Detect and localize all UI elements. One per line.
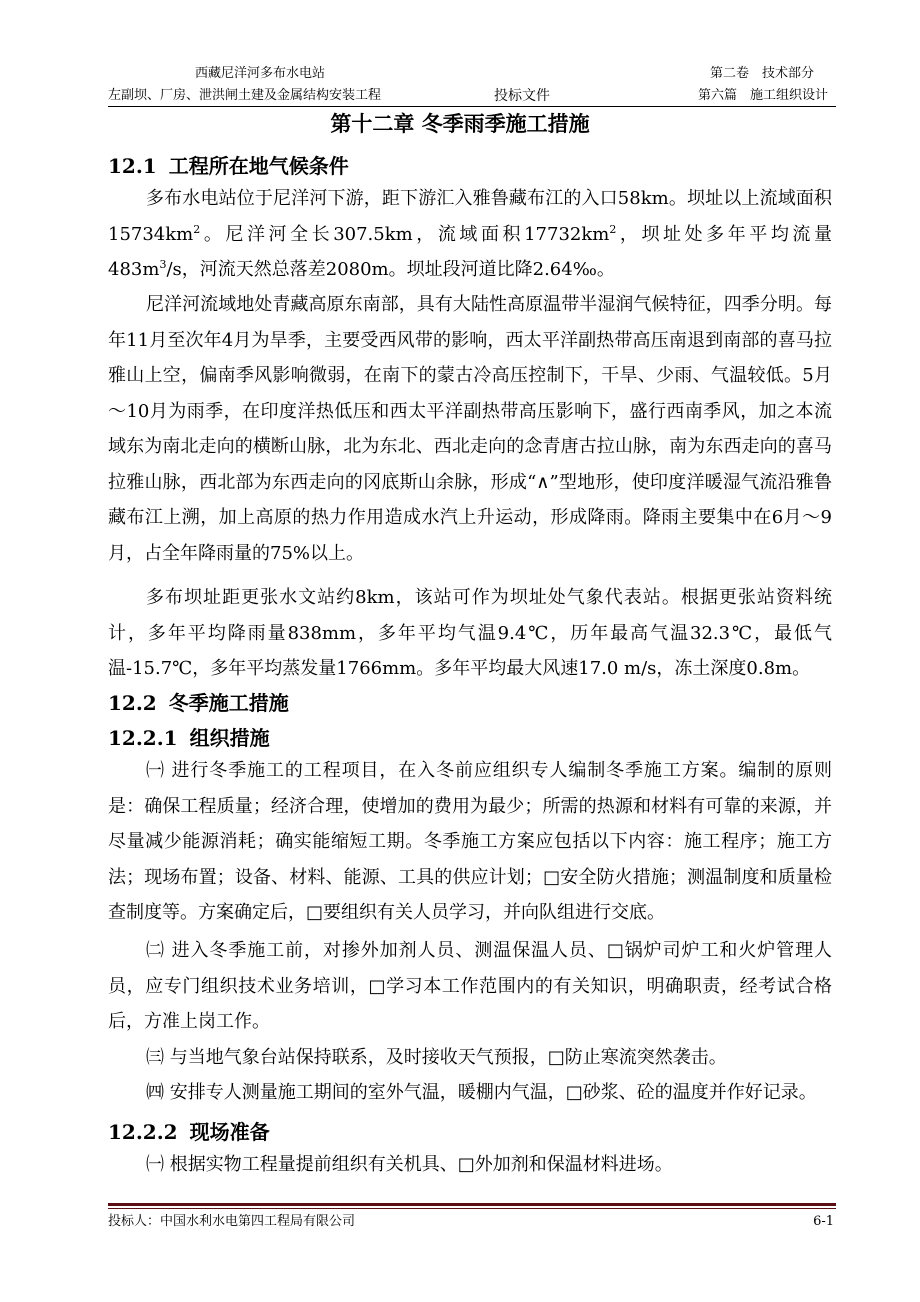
header-doc-type: 投标文件: [494, 88, 550, 104]
header-project-scope: 左副坝、厂房、泄洪闸土建及金属结构安装工程: [108, 88, 382, 103]
section-number: 12.1: [108, 154, 157, 178]
section-heading-12-2-1: [108, 724, 270, 752]
footer-rule-thick: [108, 1203, 836, 1206]
header-rule: [108, 106, 836, 107]
section-title: 工程所在地气候条件: [168, 154, 349, 178]
list-item-training: ㈡ 进入冬季施工前，对掺外加剂人员、测温保温人员、□锅炉司炉工和火炉管理人员，应专门组织技术业务培训，□学习本工作范围内的有关知识，明确职责，经考试合格后，方准上岗工作。: [108, 940, 832, 1032]
section-heading-12-1: [108, 152, 349, 180]
paragraph-climate: 尼洋河流域地处青藏高原东南部，具有大陆性高原温带半湿润气候特征，四季分明。每年11月至次年4月为旱季，主要受西风带的影响，西太平洋副热带高压南退到南部的喜马拉雅山上空，偏南季风影响微弱，在南下的蒙古冷高压控制下，干旱、少雨、气温较低。5月～10月为雨季，在印度洋热低压和西太平洋副热带高压影响下，盛行西南季风，加之本流域东为南北走向的横断山脉，北为东北、西北走向的念青唐古拉山脉，南为东西走向的喜马拉雅山脉，西北部为东西走向的冈底斯山余脉，形成“∧”型地形，使印度洋暖湿气流沿雅鲁藏布江上溯，加上高原的热力作用造成水汽上升运动，形成降雨。降雨主要集中在6月～9月，占全年降雨量的75%以上。: [108, 294, 832, 564]
list-item-temperature: ㈣ 安排专人测量施工期间的室外气温，暖棚内气温，□砂浆、砼的温度并作好记录。: [146, 1082, 817, 1103]
section-title: 冬季施工措施: [168, 691, 289, 715]
list-item-materials: ㈠ 根据实物工程量提前组织有关机具、□外加剂和保温材料进场。: [146, 1154, 673, 1175]
footer-bidder: 投标人：中国水利水电第四工程局有限公司: [108, 1214, 356, 1229]
section-heading-12-2: [108, 689, 289, 717]
page-number: 6-1: [813, 1214, 834, 1229]
section-number: 12.2.2: [108, 1120, 178, 1144]
paragraph-weather-station: 多布坝址距更张水文站约8km，该站可作为坝址处气象代表站。根据更张站资料统计，多年平均降雨量838mm，多年平均气温9.4℃，历年最高气温32.3℃，最低气温-15.7℃，多年平均蒸发量1766mm。多年平均最大风速17.0 m/s，冻土深度0.8m。: [108, 587, 832, 679]
header-volume: 第二卷 技术部分: [710, 66, 815, 81]
section-number: 12.2: [108, 691, 157, 715]
section-title: 现场准备: [189, 1120, 270, 1144]
paragraph-basin-overview: 多布水电站位于尼洋河下游，距下游汇入雅鲁藏布江的入口58km。坝址以上流域面积$15734km^2$。尼洋河全长307.5km，流域面积$17732km^2$，坝址处多年平均流量$483m^3/s$，河流天然总落差2080m。坝址段河道比降2.64‰。: [108, 188, 832, 280]
header-project-name: 西藏尼洋河多布水电站: [195, 66, 326, 81]
list-item-weather: ㈢ 与当地气象台站保持联系，及时接收天气预报，□防止寒流突然袭击。: [146, 1047, 727, 1068]
footer-rule-thin: [108, 1208, 836, 1209]
header-section: 第六篇 施工组织设计: [698, 88, 829, 103]
list-item-plan: ㈠ 进行冬季施工的工程项目，在入冬前应组织专人编制冬季施工方案。编制的原则是：确保工程质量；经济合理，使增加的费用为最少；所需的热源和材料有可靠的来源，并尽量减少能源消耗；确实能缩短工期。冬季施工方案应包括以下内容：施工程序；施工方法；现场布置；设备、材料、能源、工具的供应计划；□安全防火措施；测温制度和质量检查制度等。方案确定后，□要组织有关人员学习，并向队组进行交底。: [108, 760, 832, 923]
section-title: 组织措施: [189, 726, 270, 750]
section-heading-12-2-2: [108, 1118, 270, 1146]
chapter-title: 第十二章 冬季雨季施工措施: [330, 111, 590, 136]
section-number: 12.2.1: [108, 726, 178, 750]
